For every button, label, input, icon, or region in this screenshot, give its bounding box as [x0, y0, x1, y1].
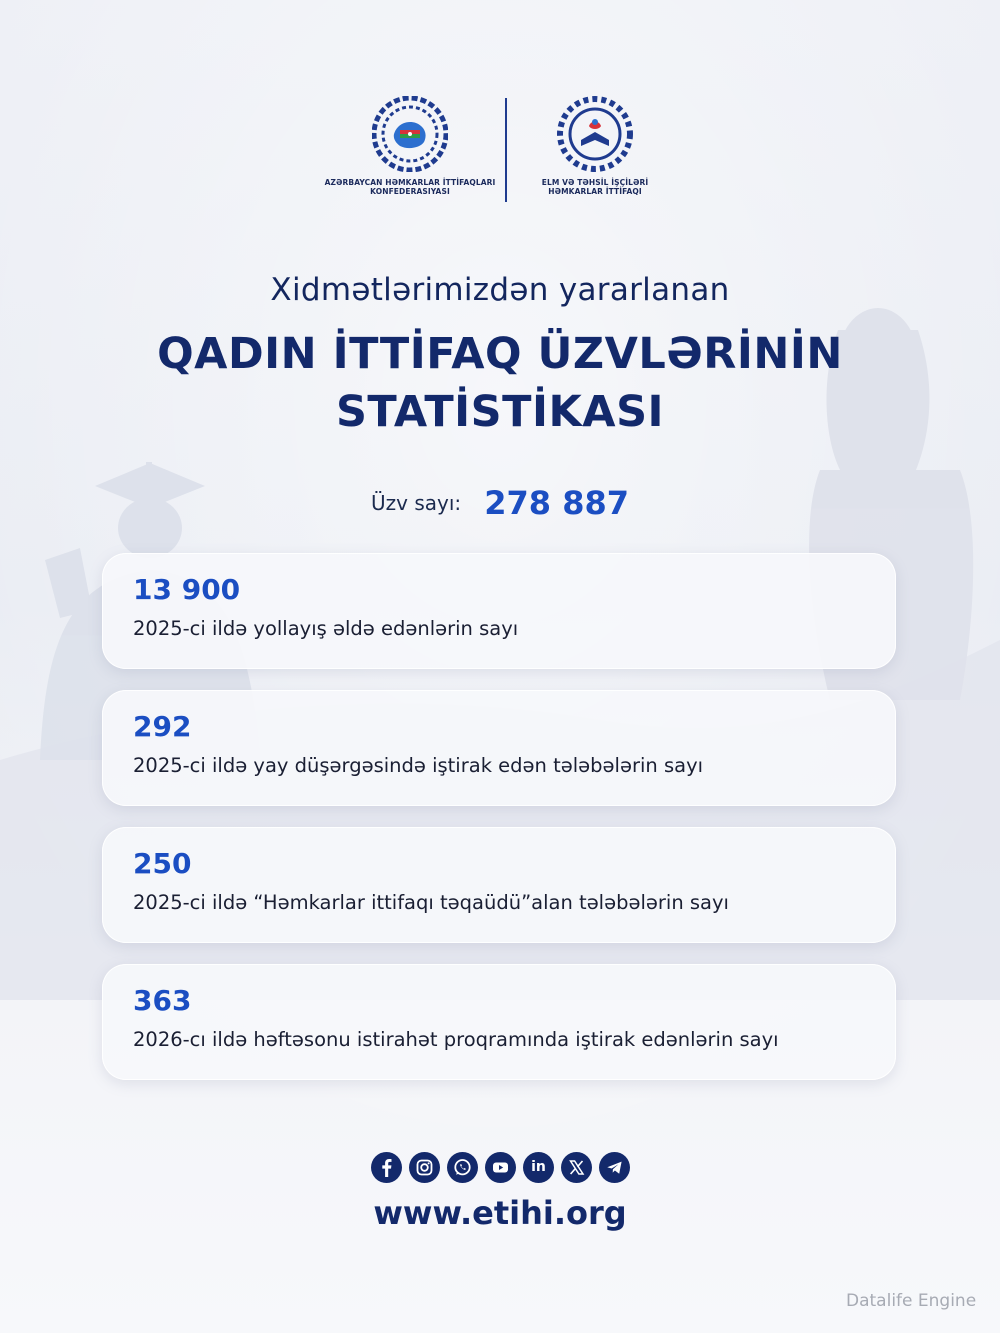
stat-card [102, 964, 896, 1080]
stat-value: 13 900 [133, 573, 241, 606]
title-line-2: STATİSTİKASI [335, 387, 665, 437]
stat-description: 2025-ci ildə yay düşərgəsində iştirak edən tələbələrin sayı [133, 754, 704, 777]
union-name: ELM VƏ TƏHSİL İŞÇİLƏRİ HƏMKARLAR İTTİFAQI [541, 178, 649, 196]
stat-value: 292 [133, 710, 192, 743]
stat-description: 2025-ci ildə yollayış əldə edənlərin sayı [133, 617, 519, 640]
stat-card [102, 553, 896, 669]
confederation-emblem-icon [372, 96, 448, 172]
member-count [0, 484, 1000, 522]
stat-description: 2026-cı ildə həftəsonu istirahət proqramında iştirak edənlərin sayı [133, 1028, 779, 1051]
stat-value: 250 [133, 847, 192, 880]
stat-card [102, 690, 896, 806]
member-count-value: 278 887 [484, 484, 629, 522]
title-line-1: QADIN İTTİFAQ ÜZVLƏRİNİN [157, 329, 843, 379]
linkedin-icon[interactable]: in [523, 1152, 554, 1183]
facebook-icon[interactable] [371, 1152, 402, 1183]
logo-divider [505, 98, 507, 202]
logo-bar [0, 96, 1000, 211]
confederation-name: AZƏRBAYCAN HƏMKARLAR İTTİFAQLARI KONFEDERASIYASI [324, 178, 496, 196]
watermark: Datalife Engine [846, 1291, 977, 1311]
stat-value: 363 [133, 984, 192, 1017]
page-title [0, 325, 1000, 441]
youtube-icon[interactable] [485, 1152, 516, 1183]
confederation-logo [320, 96, 500, 196]
whatsapp-icon[interactable] [447, 1152, 478, 1183]
website-link[interactable]: www.etihi.org [373, 1194, 627, 1232]
union-logo [515, 96, 675, 196]
union-emblem-icon [557, 96, 633, 172]
stat-description: 2025-ci ildə “Həmkarlar ittifaqı təqaüdü”alan tələbələrin sayı [133, 891, 729, 914]
stat-card [102, 827, 896, 943]
social-links [371, 1152, 631, 1184]
instagram-icon[interactable] [409, 1152, 440, 1183]
x-icon[interactable] [561, 1152, 592, 1183]
member-count-label: Üzv sayı: [371, 491, 462, 515]
page-subtitle: Xidmətlərimizdən yararlanan [270, 272, 730, 308]
telegram-icon[interactable] [599, 1152, 630, 1183]
